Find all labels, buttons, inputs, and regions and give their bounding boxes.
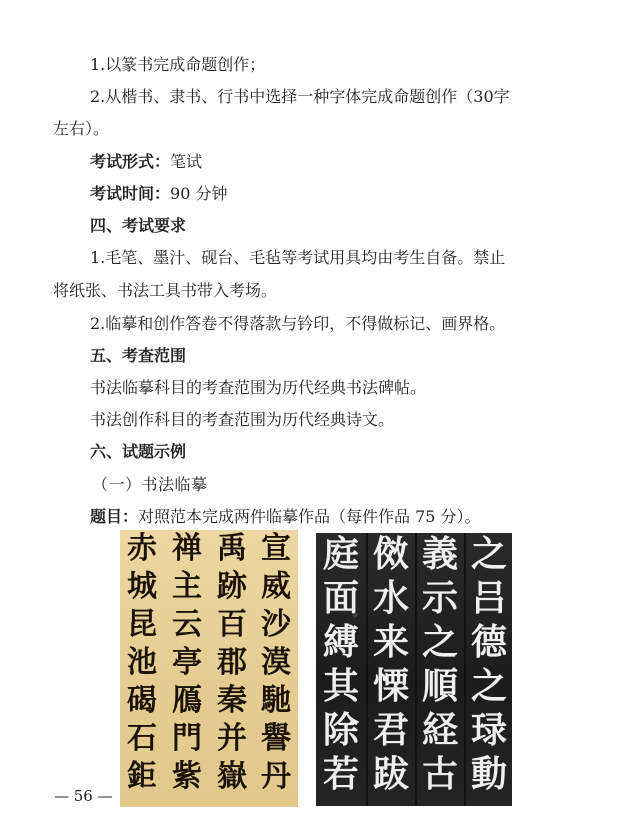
exam-form <box>90 151 202 173</box>
specimen-char: 紫 <box>172 759 202 794</box>
requirement-1-line-2: 将纸张、书法工具书带入考场。 <box>53 281 278 300</box>
specimen-char: 漠 <box>261 645 291 680</box>
exam-time <box>90 183 227 205</box>
specimen-char: 経 <box>421 710 458 751</box>
specimen-char: 之 <box>470 666 507 707</box>
specimen-char: 跋 <box>372 754 409 795</box>
specimen-char: 示 <box>421 578 458 619</box>
specimen-char: 秦 <box>217 683 247 718</box>
specimen-column <box>417 533 463 806</box>
specimen-char: 禹 <box>217 531 247 566</box>
specimen-char: 来 <box>372 622 409 663</box>
specimen-column <box>368 533 414 806</box>
specimen-char: 云 <box>172 607 202 642</box>
specimen-char: 其 <box>322 666 359 707</box>
section-5-heading: 五、考查范围 <box>90 346 187 365</box>
page-number: — 56 — <box>54 787 113 805</box>
exam-form-value: 笔试 <box>170 152 203 171</box>
specimen-char: 面 <box>322 578 359 619</box>
specimen-char: 譽 <box>261 721 291 756</box>
regular-script-specimen <box>120 530 298 807</box>
specimen-column <box>466 533 512 806</box>
specimen-char: 嶽 <box>217 759 247 794</box>
specimen-char: 除 <box>322 710 359 751</box>
specimen-char: 琭 <box>470 710 507 751</box>
question-text: 对照范本完成两件临摹作品（每件作品 75 分）。 <box>138 507 481 526</box>
exam-item-2-line-2: 左右）。 <box>53 119 110 138</box>
specimen-char: 主 <box>172 569 202 604</box>
specimen-char: 古 <box>421 754 458 795</box>
specimen-char: 之 <box>421 622 458 663</box>
specimen-char: 鉅 <box>127 759 157 794</box>
specimen-char: 若 <box>322 754 359 795</box>
specimen-char: 宣 <box>261 531 291 566</box>
exam-time-value: 90 分钟 <box>170 184 228 203</box>
specimen-char: 傚 <box>372 534 409 575</box>
specimen-char: 丹 <box>261 759 291 794</box>
specimen-column <box>256 530 296 807</box>
specimen-char: 鴈 <box>172 683 202 718</box>
specimen-char: 之 <box>470 534 507 575</box>
specimen-char: 德 <box>470 622 507 663</box>
specimen-char: 跡 <box>217 569 247 604</box>
scope-2: 书法创作科目的考查范围为历代经典诗文。 <box>90 410 395 429</box>
specimen-char: 百 <box>217 607 247 642</box>
specimen-char: 庭 <box>322 534 359 575</box>
requirement-1-line-1: 1.毛笔、墨汁、砚台、毛毡等考试用具均由考生自备。禁止 <box>90 248 506 267</box>
specimen-column <box>167 530 207 807</box>
specimen-char: 水 <box>372 578 409 619</box>
specimen-char: 動 <box>470 754 507 795</box>
exam-item-1: 1.以篆书完成命题创作； <box>90 55 266 74</box>
exam-time-label: 考试时间： <box>90 184 171 203</box>
exam-item-2-line-1: 2.从楷书、隶书、行书中选择一种字体完成命题创作（30字 <box>90 87 510 106</box>
specimen-char: 城 <box>127 569 157 604</box>
specimen-char: 碣 <box>127 683 157 718</box>
specimen-char: 君 <box>372 710 409 751</box>
section-4-heading: 四、考试要求 <box>90 216 187 235</box>
specimen-column <box>122 530 162 807</box>
specimen-column <box>212 530 252 807</box>
question <box>90 506 481 528</box>
specimen-char: 順 <box>421 666 458 707</box>
question-label: 题目： <box>90 507 139 526</box>
specimen-char: 沙 <box>261 607 291 642</box>
specimen-char: 門 <box>172 721 202 756</box>
exam-form-label: 考试形式： <box>90 152 171 171</box>
scope-1: 书法临摹科目的考查范围为历代经典书法碑帖。 <box>90 378 427 397</box>
specimen-column <box>318 533 364 806</box>
specimen-char: 昆 <box>127 607 157 642</box>
requirement-2: 2.临摹和创作答卷不得落款与钤印，不得做标记、画界格。 <box>90 314 506 333</box>
specimen-char: 亭 <box>172 645 202 680</box>
specimen-char: 縛 <box>322 622 359 663</box>
section-6-heading: 六、试题示例 <box>90 442 187 461</box>
specimen-char: 赤 <box>127 531 157 566</box>
specimen-char: 吕 <box>470 578 507 619</box>
specimen-char: 義 <box>421 534 458 575</box>
specimen-char: 石 <box>127 721 157 756</box>
stele-rubbing-specimen <box>316 533 512 806</box>
specimen-char: 慄 <box>372 666 409 707</box>
specimen-char: 禅 <box>172 531 202 566</box>
specimen-char: 池 <box>127 645 157 680</box>
specimen-char: 郡 <box>217 645 247 680</box>
specimen-char: 馳 <box>261 683 291 718</box>
specimen-char: 威 <box>261 569 291 604</box>
subsection-1-heading: （一）书法临摹 <box>92 475 208 494</box>
specimen-char: 并 <box>217 721 247 756</box>
